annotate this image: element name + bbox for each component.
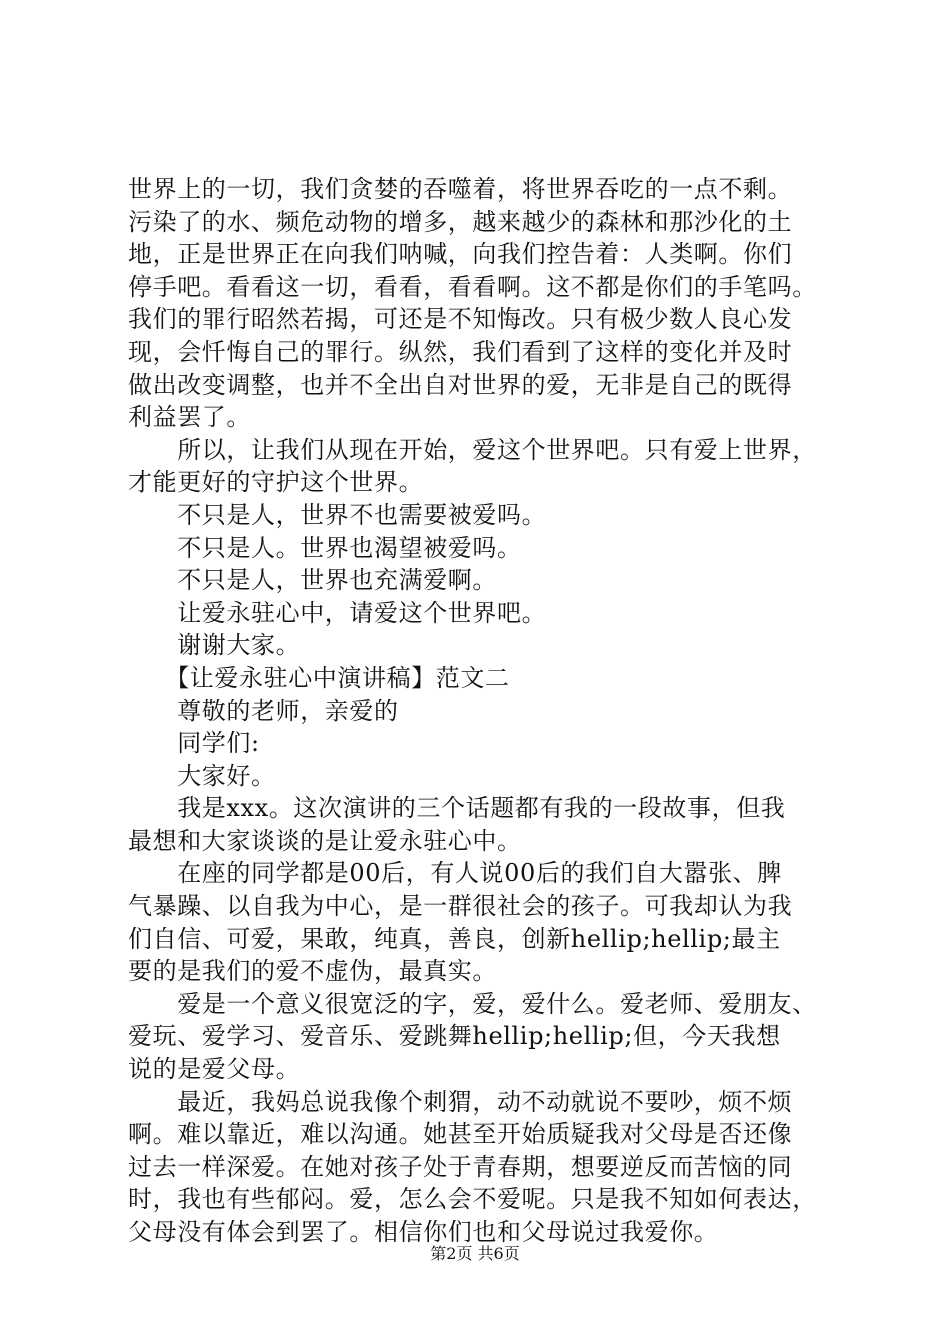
text-line: 最近，我妈总说我像个刺猬，动不动就说不要吵，烦不烦 (128, 1087, 793, 1116)
text-line: 要的是我们的爱不虚伪，最真实。 (128, 957, 497, 986)
text-line: 不只是人。世界也渴望被爱吗。 (128, 533, 522, 562)
text-line: 啊。难以靠近，难以沟通。她甚至开始质疑我对父母是否还像 (128, 1120, 793, 1149)
text-line: 才能更好的守护这个世界。 (128, 468, 424, 497)
text-line: 时，我也有些郁闷。爱，怎么会不爱呢。只是我不知如何表达， (128, 1185, 817, 1214)
text-line: 让爱永驻心中，请爱这个世界吧。 (128, 598, 547, 627)
document-body (128, 173, 848, 1249)
text-line: 利益罢了。 (128, 403, 251, 432)
text-line: 爱玩、爱学习、爱音乐、爱跳舞hellip;hellip;但，今天我想 (128, 1022, 781, 1051)
text-line: 做出改变调整，也并不全出自对世界的爱，无非是自己的既得 (128, 370, 793, 399)
text-line: 爱是一个意义很宽泛的字，爱，爱什么。爱老师、爱朋友、 (128, 989, 817, 1018)
text-line: 父母没有体会到罢了。相信你们也和父母说过我爱你。 (128, 1218, 719, 1246)
page-footer: 第2页 共6页 (430, 1244, 520, 1263)
text-line: 大家好。 (128, 761, 276, 790)
text-line: 最想和大家谈谈的是让爱永驻心中。 (128, 826, 522, 855)
text-line: 过去一样深爱。在她对孩子处于青春期，想要逆反而苦恼的同 (128, 1152, 793, 1181)
text-line: 不只是人，世界也充满爱啊。 (128, 566, 497, 595)
text-line: 不只是人，世界不也需要被爱吗。 (128, 500, 547, 529)
text-line: 我们的罪行昭然若揭，可还是不知悔改。只有极少数人良心发 (128, 305, 793, 334)
text-line: 所以，让我们从现在开始，爱这个世界吧。只有爱上世界， (128, 435, 817, 464)
text-line: 谢谢大家。 (128, 631, 301, 660)
text-line: 我是xxx。这次演讲的三个话题都有我的一段故事，但我 (128, 794, 786, 823)
text-line: 世界上的一切，我们贪婪的吞噬着，将世界吞吃的一点不剩。 (128, 175, 793, 203)
text-line: 停手吧。看看这一切，看看，看看啊。这不都是你们的手笔吗。 (128, 272, 817, 301)
text-line: 现，会忏悔自己的罪行。纵然，我们看到了这样的变化并及时 (128, 337, 793, 366)
text-line: 同学们: (128, 729, 260, 758)
text-line: 在座的同学都是00后，有人说00后的我们自大嚣张、脾 (128, 859, 782, 888)
text-line: 尊敬的老师，亲爱的 (128, 696, 399, 725)
text-line: 污染了的水、频危动物的增多，越来越少的森林和那沙化的土 (128, 207, 793, 236)
text-line: 【让爱永驻心中演讲稿】范文二 (128, 663, 510, 692)
text-line: 地，正是世界正在向我们呐喊，向我们控告着：人类啊。你们 (128, 240, 793, 269)
text-line: 们自信、可爱，果敢，纯真，善良，创新hellip;hellip;最主 (128, 924, 781, 953)
text-line: 说的是爱父母。 (128, 1055, 301, 1084)
text-line: 气暴躁、以自我为中心，是一群很社会的孩子。可我却认为我 (128, 892, 793, 921)
